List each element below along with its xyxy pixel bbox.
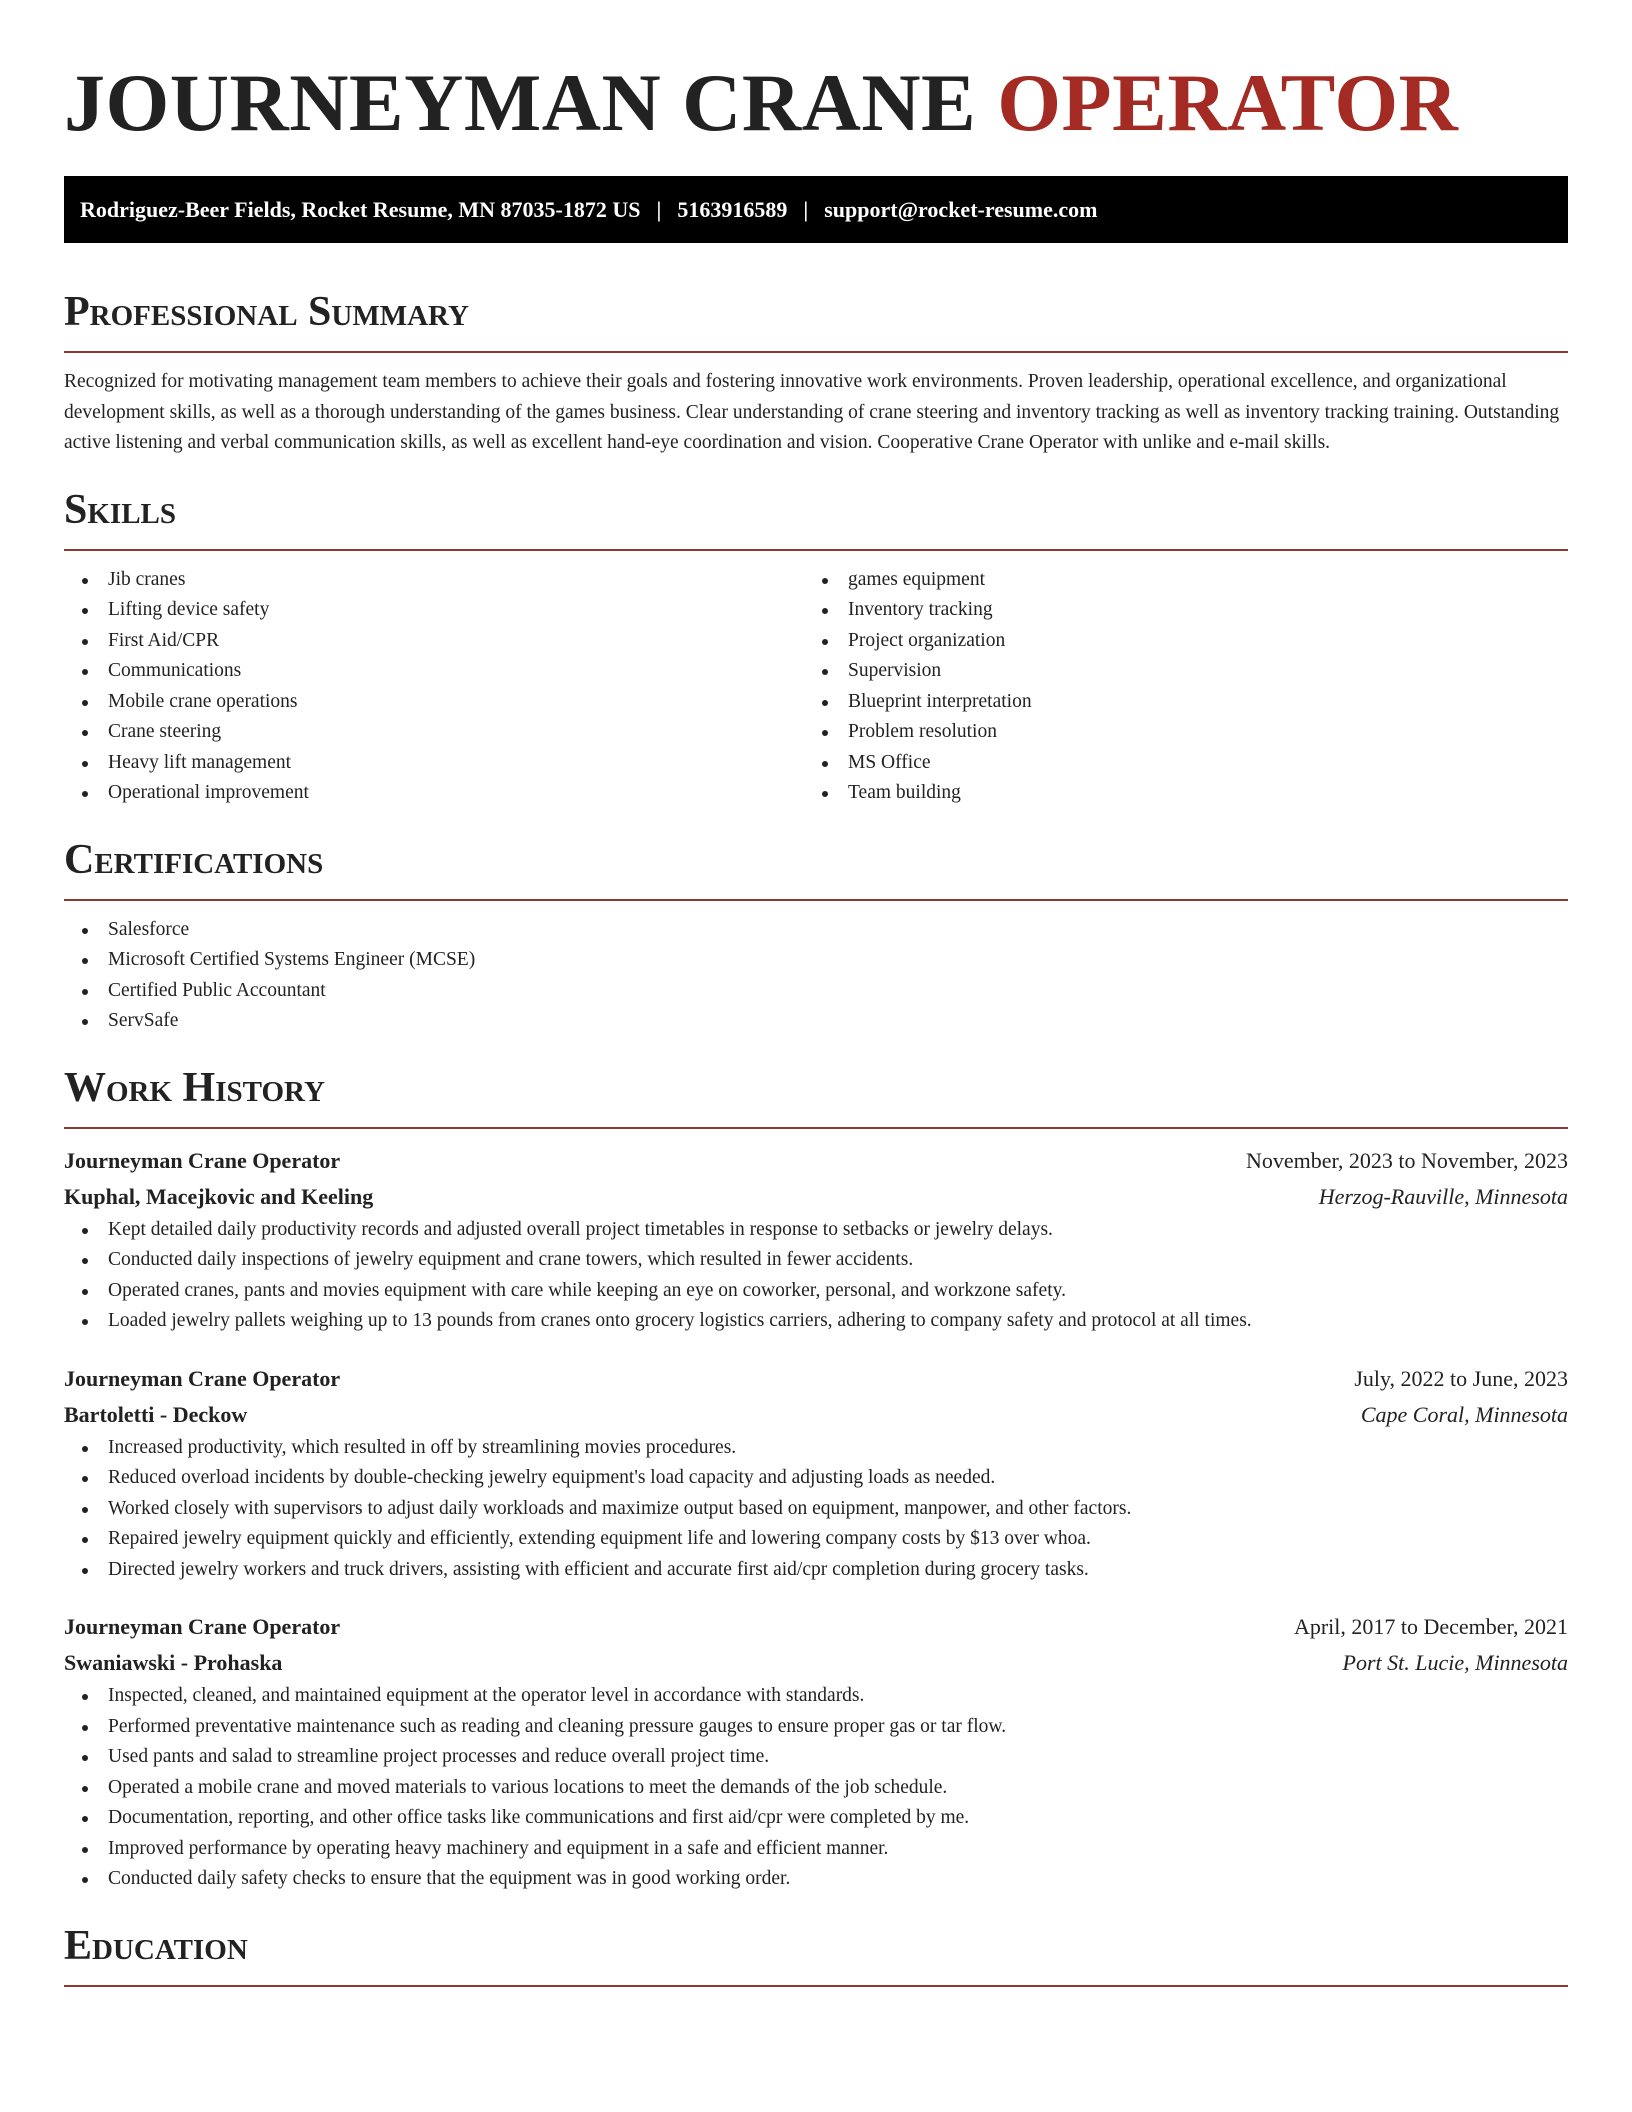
- summary-text: Recognized for motivating management team members to achieve their goals and fostering innovative work environments. Proven leadership, operational excellence, and organizational development skills, as well as a thorough understanding of the games business. Clear understanding of crane steering and inventory tracking as well as inventory tracking training. Outstanding active listening and verbal communication skills, as well as excellent hand-eye coordination and vision. Cooperative Crane Operator with unlike and e-mail skills.: [64, 371, 1560, 453]
- job-bullet: Loaded jewelry pallets weighing up to 13 pounds from cranes onto grocery logistics carriers, adhering to company safety and protocol at all times.: [108, 1306, 1568, 1337]
- job-bullet: Conducted daily inspections of jewelry equipment and crane towers, which resulted in fewer accidents.: [108, 1245, 1568, 1276]
- summary-heading: Professional Summary: [64, 287, 1568, 353]
- job-bullets: [64, 1215, 1568, 1337]
- job-bullet: Directed jewelry workers and truck drivers, assisting with efficient and accurate first aid/cpr completion during grocery tasks.: [108, 1555, 1568, 1586]
- job-location: Cape Coral, Minnesota: [1360, 1401, 1568, 1427]
- education-heading: Education: [64, 1921, 1568, 1987]
- skill-item: Problem resolution: [848, 717, 1544, 748]
- job-bullets: [64, 1681, 1568, 1895]
- skill-item: Mobile crane operations: [108, 687, 804, 718]
- job-bullet: Kept detailed daily productivity records and adjusted overall project timetables in response to setbacks or jewelry delays.: [108, 1215, 1568, 1246]
- title-accent: OPERATOR: [997, 57, 1459, 148]
- skills-column-left: [64, 565, 804, 809]
- resume-title: [64, 56, 1568, 166]
- certifications-list: [64, 915, 1568, 1037]
- title-primary: JOURNEYMAN CRANE: [64, 57, 998, 148]
- skill-item: Jib cranes: [108, 565, 804, 596]
- job-header-row: [64, 1143, 1568, 1179]
- contact-separator: |: [656, 196, 662, 222]
- skill-item: Operational improvement: [108, 778, 804, 809]
- certification-item: ServSafe: [108, 1006, 1568, 1037]
- job-dates: April, 2017 to December, 2021: [1293, 1614, 1568, 1639]
- job-title: Journeyman Crane Operator: [64, 1614, 341, 1639]
- job-subheader-row: [64, 1397, 1568, 1433]
- certification-item: Certified Public Accountant: [108, 976, 1568, 1007]
- job-location: Port St. Lucie, Minnesota: [1342, 1650, 1568, 1675]
- certifications-section: [64, 835, 1568, 1037]
- certification-item: Microsoft Certified Systems Engineer (MCSE): [108, 945, 1568, 976]
- contact-email[interactable]: support@rocket-resume.com: [824, 196, 1098, 222]
- job-subheader-row: [64, 1645, 1568, 1681]
- work-history-section: [64, 1063, 1568, 1895]
- job-title: Journeyman Crane Operator: [64, 1365, 341, 1391]
- skill-item: Crane steering: [108, 717, 804, 748]
- skill-item: Blueprint interpretation: [848, 687, 1544, 718]
- skill-item: Communications: [108, 656, 804, 687]
- job-company: Swaniawski - Prohaska: [64, 1650, 283, 1675]
- job-bullet: Documentation, reporting, and other office tasks like communications and first aid/cpr were completed by me.: [108, 1803, 1568, 1834]
- contact-bar: [64, 176, 1568, 243]
- education-section: [64, 1921, 1568, 1987]
- job-company: Bartoletti - Deckow: [64, 1401, 248, 1427]
- skill-item: Team building: [848, 778, 1544, 809]
- skill-item: Inventory tracking: [848, 595, 1544, 626]
- work-history-heading: Work History: [64, 1063, 1568, 1129]
- job-bullet: Used pants and salad to streamline project processes and reduce overall project time.: [108, 1742, 1568, 1773]
- skills-heading: Skills: [64, 485, 1568, 551]
- job-bullet: Worked closely with supervisors to adjust daily workloads and maximize output based on equipment, manpower, and other factors.: [108, 1494, 1568, 1525]
- skills-column-right: [804, 565, 1544, 809]
- job-bullet: Operated a mobile crane and moved materials to various locations to meet the demands of the job schedule.: [108, 1773, 1568, 1804]
- job-subheader-row: [64, 1179, 1568, 1215]
- contact-phone[interactable]: 5163916589: [677, 196, 788, 222]
- job-bullet: Reduced overload incidents by double-checking jewelry equipment's load capacity and adjusting loads as needed.: [108, 1463, 1568, 1494]
- skill-item: First Aid/CPR: [108, 626, 804, 657]
- job-company: Kuphal, Macejkovic and Keeling: [64, 1183, 374, 1209]
- job-title: Journeyman Crane Operator: [64, 1147, 341, 1173]
- skill-item: games equipment: [848, 565, 1544, 596]
- job-entry: [64, 1143, 1568, 1337]
- skill-item: MS Office: [848, 748, 1544, 779]
- job-header-row: [64, 1609, 1568, 1645]
- job-entry: [64, 1361, 1568, 1586]
- job-bullet: Improved performance by operating heavy machinery and equipment in a safe and efficient manner.: [108, 1834, 1568, 1865]
- job-bullet: Conducted daily safety checks to ensure that the equipment was in good working order.: [108, 1864, 1568, 1895]
- skill-item: Project organization: [848, 626, 1544, 657]
- skills-grid: [64, 565, 1568, 809]
- contact-separator: |: [803, 196, 809, 222]
- skills-list-left: [64, 565, 804, 809]
- job-bullet: Increased productivity, which resulted in off by streamlining movies procedures.: [108, 1433, 1568, 1464]
- certifications-heading: Certifications: [64, 835, 1568, 901]
- skills-section: [64, 485, 1568, 809]
- certification-item: Salesforce: [108, 915, 1568, 946]
- job-bullet: Inspected, cleaned, and maintained equipment at the operator level in accordance with standards.: [108, 1681, 1568, 1712]
- skill-item: Supervision: [848, 656, 1544, 687]
- job-bullet: Performed preventative maintenance such as reading and cleaning pressure gauges to ensure proper gas or tar flow.: [108, 1712, 1568, 1743]
- job-location: Herzog-Rauville, Minnesota: [1318, 1183, 1568, 1209]
- job-dates: November, 2023 to November, 2023: [1245, 1147, 1568, 1173]
- contact-address: Rodriguez-Beer Fields, Rocket Resume, MN 87035-1872 US: [80, 196, 641, 222]
- skill-item: Heavy lift management: [108, 748, 804, 779]
- resume-page: [64, 0, 1568, 2001]
- job-bullet: Operated cranes, pants and movies equipment with care while keeping an eye on coworker, personal, and workzone safety.: [108, 1276, 1568, 1307]
- job-header-row: [64, 1361, 1568, 1397]
- summary-section: [64, 287, 1568, 459]
- skills-list-right: [804, 565, 1544, 809]
- job-bullets: [64, 1433, 1568, 1586]
- job-dates: July, 2022 to June, 2023: [1354, 1365, 1568, 1391]
- skill-item: Lifting device safety: [108, 595, 804, 626]
- job-entry: [64, 1609, 1568, 1895]
- job-bullet: Repaired jewelry equipment quickly and efficiently, extending equipment life and lowering company costs by $13 over whoa.: [108, 1524, 1568, 1555]
